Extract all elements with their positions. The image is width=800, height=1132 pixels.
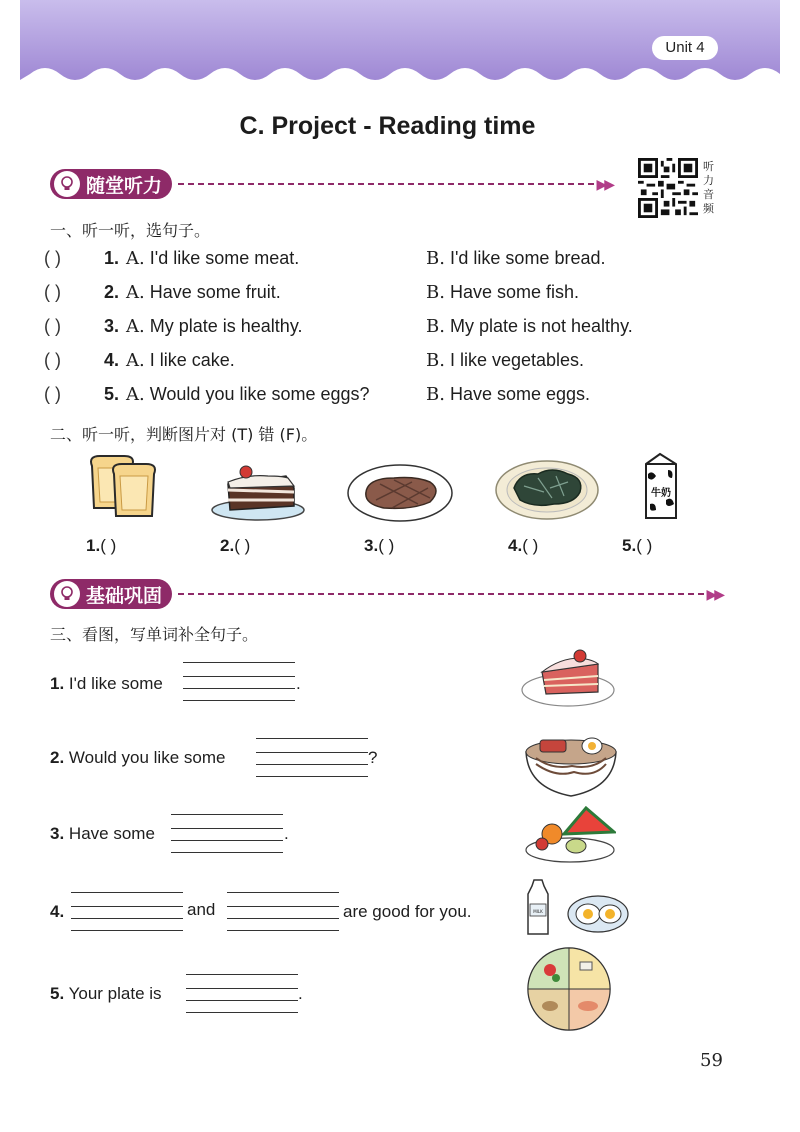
sentence-number: 5. (50, 984, 65, 1003)
cake-slice-picture (520, 644, 616, 708)
option-b-letter: B. (426, 350, 445, 371)
option-a-letter: A. (126, 248, 145, 269)
question-number: 5. (104, 384, 120, 404)
double-arrow-icon: ▶▶ (706, 585, 722, 602)
tf-item-3 (364, 536, 394, 556)
section-basics-label: 基础巩固 (86, 584, 163, 607)
tf-item-1 (86, 536, 116, 556)
sentence-end: ? (368, 748, 378, 767)
milk-icon (638, 452, 684, 522)
bread-icon (84, 452, 168, 522)
milk-bottle-text: MILK (533, 909, 543, 914)
sentence-4-and: and (187, 900, 216, 919)
option-b-text: Have some eggs. (449, 384, 591, 404)
section-divider (178, 183, 594, 185)
question-row-2 (44, 282, 684, 306)
section-listening-label: 随堂听力 (86, 174, 163, 197)
qr-code-icon[interactable] (638, 158, 698, 218)
sentence-end: are good for you. (343, 902, 472, 921)
question-number: 1. (104, 248, 120, 268)
option-b-letter: B. (426, 316, 445, 337)
tf-item-5 (622, 536, 652, 556)
option-a-text: I like cake. (149, 350, 235, 370)
tf-item-2 (220, 536, 250, 556)
question-number: 3. (104, 316, 120, 336)
sentence-text: I'd like some (68, 674, 163, 693)
section-listening-header (50, 166, 612, 202)
tf-number: 4. (508, 536, 523, 555)
part1-title: 一、听一听，选句子。 (50, 221, 211, 240)
answer-paren[interactable]: ( ) (44, 350, 61, 370)
sentence-number: 1. (50, 674, 65, 693)
sentence-number: 2. (50, 748, 65, 767)
question-row-4 (44, 350, 684, 374)
milk-carton-text: 牛奶 (651, 488, 671, 499)
tf-number: 1. (86, 536, 101, 555)
page-title: C. Project - Reading time (239, 112, 536, 140)
answer-paren[interactable]: ( ) (44, 316, 61, 336)
writing-blank[interactable] (171, 814, 283, 854)
option-a-letter: A. (126, 350, 145, 371)
tf-paren[interactable]: ( ) (378, 536, 395, 555)
option-b-letter: B. (426, 248, 445, 269)
question-row-3 (44, 316, 684, 340)
milk-and-eggs-picture (526, 876, 630, 936)
tf-number: 3. (364, 536, 379, 555)
option-a-letter: A. (126, 316, 145, 337)
question-number: 2. (104, 282, 120, 302)
sentence-3 (50, 824, 155, 844)
option-a-text: Have some fruit. (149, 282, 281, 302)
sentence-1 (50, 674, 163, 694)
tf-paren[interactable]: ( ) (636, 536, 653, 555)
sentence-text: Would you like some (68, 748, 226, 767)
answer-paren[interactable]: ( ) (44, 248, 61, 268)
sentence-5 (50, 984, 162, 1004)
part3-title: 三、看图，写单词补全句子。 (50, 625, 259, 644)
tf-item-4 (508, 536, 538, 556)
option-b-letter: B. (426, 282, 445, 303)
sentence-text: Have some (68, 824, 155, 843)
sentence-end: . (298, 984, 303, 1003)
question-number: 4. (104, 350, 120, 370)
tf-number: 2. (220, 536, 235, 555)
double-arrow-icon: ▶▶ (596, 175, 612, 192)
option-b-text: My plate is not healthy. (449, 316, 633, 336)
tf-paren[interactable]: ( ) (522, 536, 539, 555)
part2-title: 二、听一听，判断图片对 (T) 错 (F)。 (50, 425, 318, 444)
noodle-bowl-picture (522, 726, 620, 800)
tf-paren[interactable]: ( ) (100, 536, 117, 555)
qr-label: 听力音频 (703, 160, 714, 215)
writing-blank[interactable] (183, 662, 295, 702)
sentence-2 (50, 748, 225, 768)
option-a-letter: A. (126, 384, 145, 405)
unit-badge: Unit 4 (652, 36, 718, 60)
healthy-plate-picture (526, 946, 612, 1032)
lightbulb-icon (54, 171, 80, 197)
sentence-end: . (296, 674, 301, 693)
question-row-1 (44, 248, 684, 272)
sentence-end: . (284, 824, 289, 843)
meat-icon (346, 462, 454, 524)
cake-icon (208, 458, 308, 524)
section-basics-pill (50, 579, 172, 609)
section-listening-pill (50, 169, 172, 199)
sentence-text: Your plate is (68, 984, 162, 1003)
section-basics-header (50, 576, 722, 612)
tf-paren[interactable]: ( ) (234, 536, 251, 555)
option-a-text: I'd like some meat. (149, 248, 300, 268)
option-b-text: I like vegetables. (449, 350, 585, 370)
page-number: 59 (700, 1050, 723, 1071)
question-row-5 (44, 384, 684, 408)
writing-blank[interactable] (256, 738, 368, 778)
section-divider (178, 593, 704, 595)
answer-paren[interactable]: ( ) (44, 384, 61, 404)
writing-blank[interactable] (227, 892, 339, 932)
option-b-letter: B. (426, 384, 445, 405)
option-b-text: I'd like some bread. (449, 248, 606, 268)
fruit-plate-picture (524, 806, 616, 866)
sentence-4-number: 4. (50, 902, 65, 921)
option-b-text: Have some fish. (449, 282, 580, 302)
option-a-text: Would you like some eggs? (149, 384, 370, 404)
sentence-number: 3. (50, 824, 65, 843)
writing-blank[interactable] (71, 892, 183, 932)
option-a-letter: A. (126, 282, 145, 303)
writing-blank[interactable] (186, 974, 298, 1014)
answer-paren[interactable]: ( ) (44, 282, 61, 302)
lightbulb-icon (54, 581, 80, 607)
tf-number: 5. (622, 536, 637, 555)
option-a-text: My plate is healthy. (149, 316, 303, 336)
vegetables-icon (494, 458, 600, 522)
